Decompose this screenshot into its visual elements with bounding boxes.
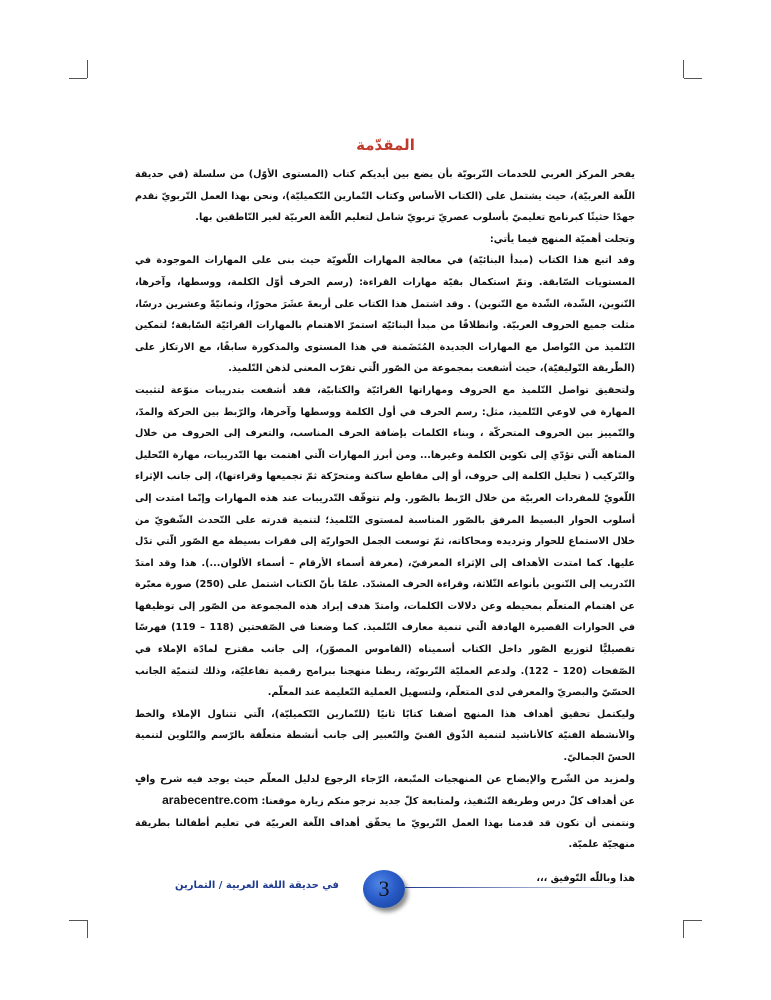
page-number-badge: 3 bbox=[363, 870, 405, 908]
crop-mark bbox=[87, 60, 88, 78]
introduction-body bbox=[135, 164, 635, 884]
crop-mark bbox=[683, 920, 684, 938]
paragraph: ولمزيد من الشّرح والإيضاح عن المنهجيات المتّبعة، الرّجاء الرجوع لدليل المعلّم حيث يوجد فيه شرح وافٍ عن أهداف كلّ درس وطريقة التّنفيذ، ولمتابعة كلّ جديد نرجو منكم زيارة موقعنا: bbox=[135, 773, 635, 808]
paragraph: ولتحقيق تواصل التّلميذ مع الحروف ومهاراتها القرائيّة والكتابيّة، فقد أشفعت بتدريبات منوّعة لتثبيت المهارة في لاوعي التّلميذ، مثل: رسم الحرف في أول الكلمة ووسطها وآخرها، والرّبط بين الحركة والمدّ، والتّمييز بين الحروف المتحركّة ، وبناء الكلمات بإضافة الحرف المناسب، والتعرف إلى الحروف من خلال المتاهة الّتي تؤدّي إلى تكوين الكلمة وغيرها... ومن أبرز المهارات الّتي اهتمت بها التّدريبات، مهارة التّحليل والتّركيب ( تحليل الكلمة إلى حروف، أو إلى مقاطع ساكنة ومتحرّكة ثمّ تجميعها وقراءتها)، إلى جانب الإثراء اللّغويّ للمفردات العربيّة من خلال الرّبط بالصّور. ولم تتوقّف التّدريبات عند هذه المهارات وإنّما امتدت إلى أسلوب الحوار البسيط المرفق بالصّور المناسبة لمستوى التّلميذ؛ لتنمية قدرته على التّحدث الشّفويّ من خلال الاستماع للحوار وترديده ومحاكاته، ثمّ توسعت الجمل الحواريّة إلى فقرات بسيطة مع الصّور الّتي تدّل عليها. كما امتدت الأهداف إلى الإثراء المعرفيّ، (معرفة أسماء الأرقام – أسماء الألوان...). هذا وقد امتدّ التّدريب إلى التّنوين بأنواعه الثّلاثة، وقراءة الحرف المشدّد. علمًا بأنّ الكتاب اشتمل على (250) صورة معبّرة عن اهتمام المتعلّم بمحيطه وعن دلالات الكلمات، وامتدّ هدف إيراد هذه المجموعة من الصّور إلى توظيفها في الحوارات القصيرة الهادفة الّتي تنمية معارف التّلميذ. كما وضعنا في الصّفحتين (118 – 119) فهرسًا تفصيليًّا لتوزيع الصّور داخل الكتاب أسميناه (القاموس المصوّر)، إلى جانب مقترح لمادّة الإملاء في الصّفحات (120 – 122). ولدعم العمليّة التّربويّة، ربطنا منهجنا ببرامج رقمية تفاعليّة، وذلك لتنميّة الجانب الحسّيّ والبصريّ والمعرفي لدى المتعلّم، ولتسهيل العملية التّعليمة عند المعلّم. bbox=[135, 384, 635, 699]
website-link[interactable]: arabecentre.com bbox=[162, 793, 259, 808]
page-title: المقدّمة bbox=[356, 136, 415, 154]
closing-paragraph: ونتمنى أن نكون قد قدمنا بهذا العمل التّربويّ ما يحقّق أهداف اللّغة العربيّة في تعليم أطفالنا بطريقة منهجيّة علميّة. bbox=[135, 817, 635, 851]
crop-mark bbox=[684, 920, 702, 921]
signoff: هذا وباللّه التّوفيق ،،، bbox=[536, 873, 635, 884]
crop-mark bbox=[683, 60, 684, 78]
paragraph-with-website bbox=[135, 769, 635, 813]
paragraph: يفخر المركز العربي للخدمات التّربويّة بأن يضع بين أيديكم كتاب (المستوى الأوّل) من سلسلة (في حديقة اللّغة العربيّة)، حيث يشتمل على (الكتاب الأساس وكتاب التّمارين التّكميليّة)، ونحن بهذا العمل التّربويّ نقدم جهدًا حثيثًا كبرنامج تعليميّ بأسلوب عصريّ تربويّ شامل لتعليم اللّغة العربيّة لغير النّاطقين بها. bbox=[135, 169, 635, 224]
paragraph: وليكتمل تحقيق أهداف هذا المنهج أضفنا كتابًا ثانيًا (للتّمارين التّكميليّة)، الّتي تتناول الإملاء والخط والأنشطة الفنيّة كالأناشيد لتنمية الذّوق الفنيّ والتّعبير إلى جانب أنشطة متعلّقة بالرّسم والتّلوين لتنمية الحسّ الجماليّ. bbox=[135, 708, 635, 764]
paragraph: وتجلت أهميّة المنهج فيما يأتي: bbox=[489, 233, 635, 245]
crop-mark bbox=[69, 78, 87, 79]
footer-divider bbox=[405, 887, 640, 888]
crop-mark bbox=[69, 920, 87, 921]
paragraph: وقد اتبع هذا الكتاب (مبدأ البنائيّة) في معالجة المهارات اللّغويّة حيث بنى على المهارات الموجودة في المستويات السّابقة. وتمّ استكمال بقيّة مهارات القراءة: (رسم الحرف أوّل الكلمة، ووسطها، وآخرها، التّنوين، الشّدة، الشّدة مع التّنوين) . وقد اشتمل هذا الكتاب على أربعةَ عشَرَ محورًا، وثمانيّةً وعشرين درسًا، مثلت جميع الحروف العربيّة. وانطلاقًا من مبدأ البنائيّة استمرّ الاهتمام بالمهارات القرائيّة السّابقة؛ لتمكين التّلميذ من التّواصل مع المهارات الجديدة المُتَضَمنة في هذا المستوى والمذكورة سابقًا، مع الارتكاز على (الطّريقة التّوليفيّة)، حيث أشفعت بمجموعة من الصّور الّتي تقرّب المعنى لذهن التّلميذ. bbox=[135, 255, 635, 375]
crop-mark bbox=[87, 920, 88, 938]
footer-book-title: في حديقة اللغة العربية / التمارين bbox=[175, 880, 339, 891]
crop-mark bbox=[684, 78, 702, 79]
